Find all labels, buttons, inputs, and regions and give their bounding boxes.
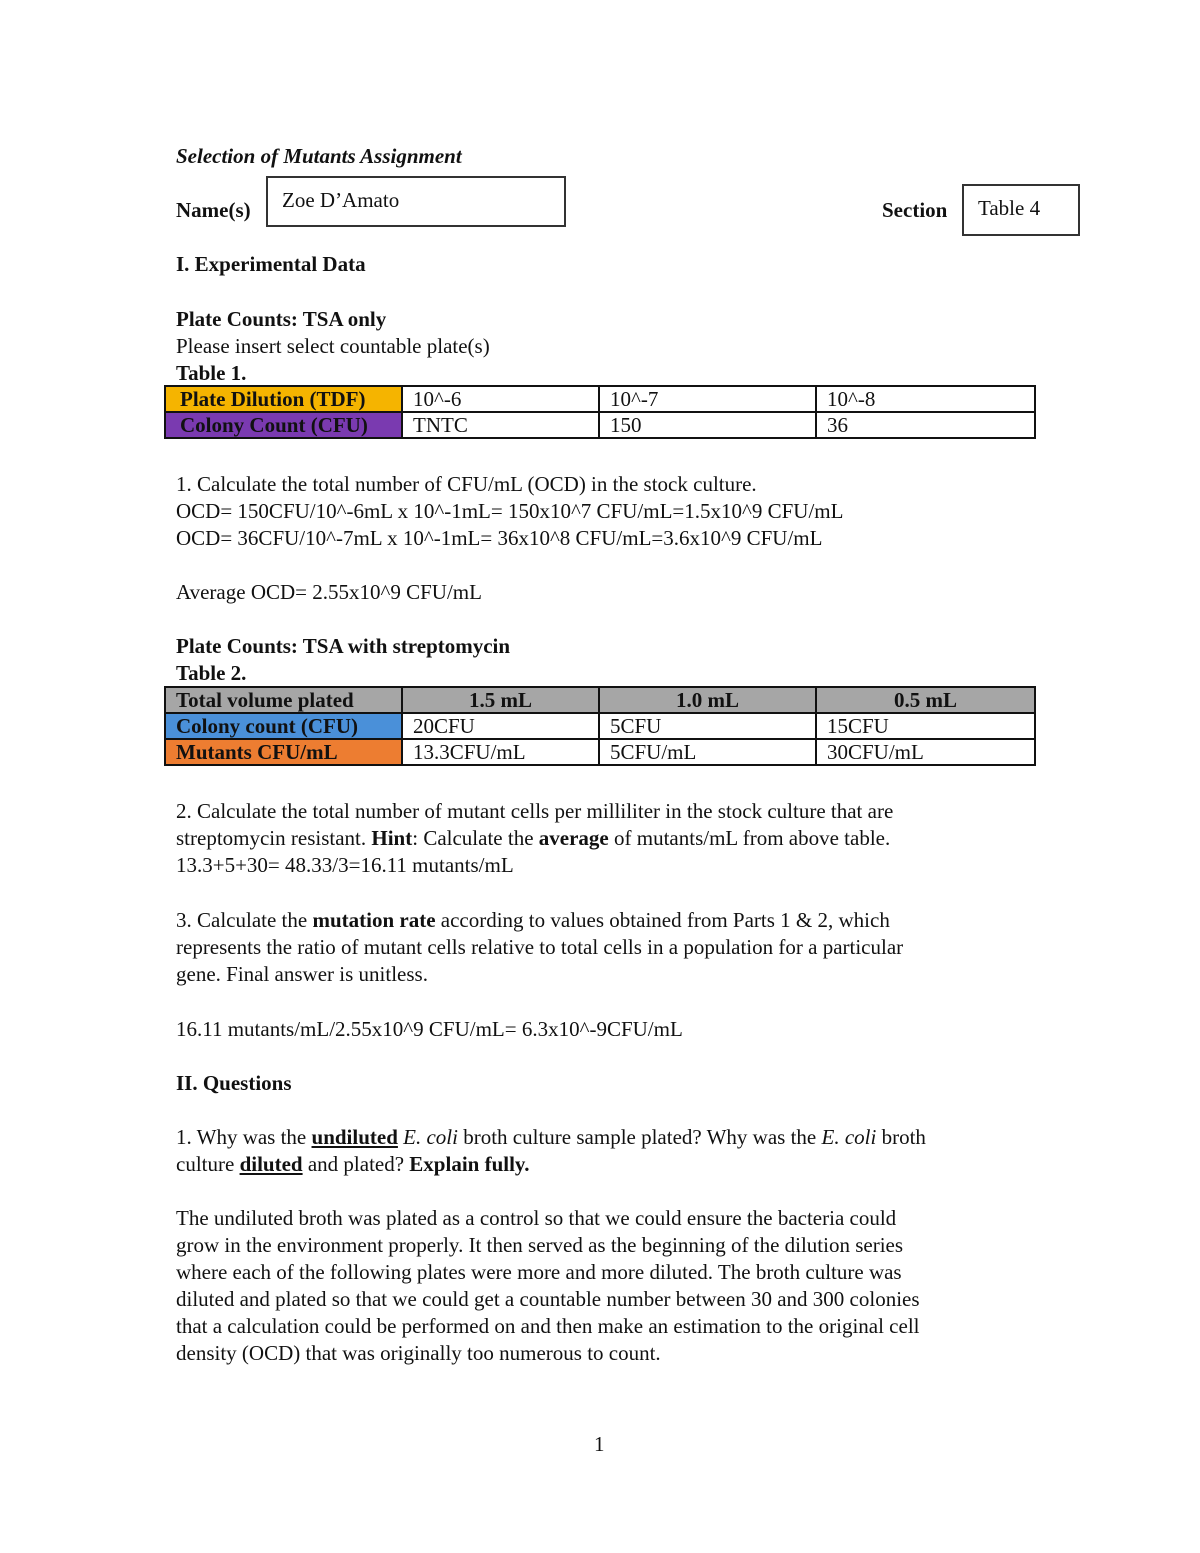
qii1-text: and plated?	[302, 1152, 410, 1176]
section-label: Section	[882, 198, 948, 222]
answer-line: that a calculation could be performed on and then make an estimation to the original cell	[176, 1314, 920, 1338]
qii1-line2	[176, 1151, 926, 1178]
answer-line: diluted and plated so that we could get a countable number between 30 and 300 colonies	[176, 1287, 920, 1311]
q3-answer: 16.11 mutants/mL/2.55x10^9 CFU/mL= 6.3x10^-9CFU/mL	[176, 1017, 683, 1041]
question-1: 1. Calculate the total number of CFU/mL (OCD) in the stock culture.	[176, 472, 757, 496]
table1-cell: 10^-8	[816, 386, 1035, 412]
table1-colony-label: Colony Count (CFU)	[165, 412, 402, 438]
table-2	[164, 686, 1036, 766]
part2-heading: II. Questions	[176, 1071, 292, 1095]
plate-counts-strep-heading: Plate Counts: TSA with streptomycin	[176, 634, 511, 658]
table2-header-label: Total volume plated	[165, 687, 402, 713]
q2-average: average	[538, 826, 609, 850]
qii1-ecoli: E. coli	[821, 1125, 877, 1149]
q2-text: streptomycin resistant.	[176, 826, 372, 850]
q1-average: Average OCD= 2.55x10^9 CFU/mL	[176, 580, 482, 604]
answer-line: where each of the following plates were more and more diluted. The broth culture was	[176, 1260, 902, 1284]
table1-row-colony	[165, 412, 1035, 438]
table2-colony-label: Colony count (CFU)	[165, 713, 402, 739]
instruction-text: Please insert select countable plate(s)	[176, 334, 490, 358]
q3-text: 3. Calculate the	[176, 908, 313, 932]
table1-cell: TNTC	[402, 412, 599, 438]
table2-header-cell: 1.0 mL	[599, 687, 816, 713]
table2-cell: 5CFU/mL	[599, 739, 816, 765]
table1-label: Table 1.	[176, 361, 247, 385]
q2-hint: Hint	[371, 826, 413, 850]
table2-cell: 5CFU	[599, 713, 816, 739]
q2-text: : Calculate the	[412, 826, 539, 850]
q2-line2	[176, 825, 893, 852]
q3-mutation-rate: mutation rate	[312, 908, 436, 932]
question-3	[176, 907, 903, 988]
q2-answer: 13.3+5+30= 48.33/3=16.11 mutants/mL	[176, 853, 514, 877]
q1-calc-line1: OCD= 150CFU/10^-6mL x 10^-1mL= 150x10^7 CFU/mL=1.5x10^9 CFU/mL	[176, 499, 844, 523]
names-label: Name(s)	[176, 198, 251, 222]
table2-cell: 15CFU	[816, 713, 1035, 739]
qii1-text: broth	[876, 1125, 926, 1149]
table1-row-dilution	[165, 386, 1035, 412]
page-number: 1	[594, 1432, 605, 1456]
q3-text: according to values obtained from Parts 1 & 2, which	[435, 908, 890, 932]
table2-header-cell: 1.5 mL	[402, 687, 599, 713]
table2-header-row	[165, 687, 1035, 713]
answer-line: The undiluted broth was plated as a control so that we could ensure the bacteria could	[176, 1206, 897, 1230]
q1-calc-line2: OCD= 36CFU/10^-7mL x 10^-1mL= 36x10^8 CFU/mL=3.6x10^9 CFU/mL	[176, 526, 823, 550]
question-2	[176, 798, 893, 879]
qii1-explain: Explain fully.	[409, 1152, 530, 1176]
q3-line2: represents the ratio of mutant cells relative to total cells in a population for a particular	[176, 935, 904, 959]
table2-cell: 30CFU/mL	[816, 739, 1035, 765]
qii1-diluted: diluted	[239, 1152, 303, 1176]
qii1-ecoli: E. coli	[403, 1125, 458, 1149]
names-field[interactable]: Zoe D’Amato	[266, 176, 566, 227]
qii1-line1	[176, 1124, 926, 1151]
table2-label: Table 2.	[176, 661, 247, 685]
table1-cell: 150	[599, 412, 816, 438]
question-ii-1	[176, 1124, 926, 1178]
table2-row-colony	[165, 713, 1035, 739]
q3-line1	[176, 907, 903, 934]
table2-header-cell: 0.5 mL	[816, 687, 1035, 713]
qii1-text: 1. Why was the	[176, 1125, 312, 1149]
part1-heading: I. Experimental Data	[176, 252, 366, 276]
q3-line3: gene. Final answer is unitless.	[176, 962, 428, 986]
answer-paragraph	[176, 1205, 920, 1367]
qii1-text: culture	[176, 1152, 240, 1176]
q2-line1: 2. Calculate the total number of mutant cells per milliliter in the stock culture that are	[176, 799, 894, 823]
table2-cell: 20CFU	[402, 713, 599, 739]
answer-line: grow in the environment properly. It then served as the beginning of the dilution series	[176, 1233, 904, 1257]
plate-counts-tsa-heading: Plate Counts: TSA only	[176, 307, 387, 331]
qii1-undiluted: undiluted	[311, 1125, 398, 1149]
document-title: Selection of Mutants Assignment	[176, 144, 462, 168]
table1-cell: 36	[816, 412, 1035, 438]
qii1-text: broth culture sample plated? Why was the	[457, 1125, 822, 1149]
table1-dilution-label: Plate Dilution (TDF)	[165, 386, 402, 412]
table2-row-mutants	[165, 739, 1035, 765]
table2-mutants-label: Mutants CFU/mL	[165, 739, 402, 765]
q2-text: of mutants/mL from above table.	[608, 826, 891, 850]
table-1	[164, 385, 1036, 439]
table1-cell: 10^-6	[402, 386, 599, 412]
table2-cell: 13.3CFU/mL	[402, 739, 599, 765]
section-field[interactable]: Table 4	[962, 184, 1080, 236]
answer-line: density (OCD) that was originally too numerous to count.	[176, 1341, 661, 1365]
table1-cell: 10^-7	[599, 386, 816, 412]
